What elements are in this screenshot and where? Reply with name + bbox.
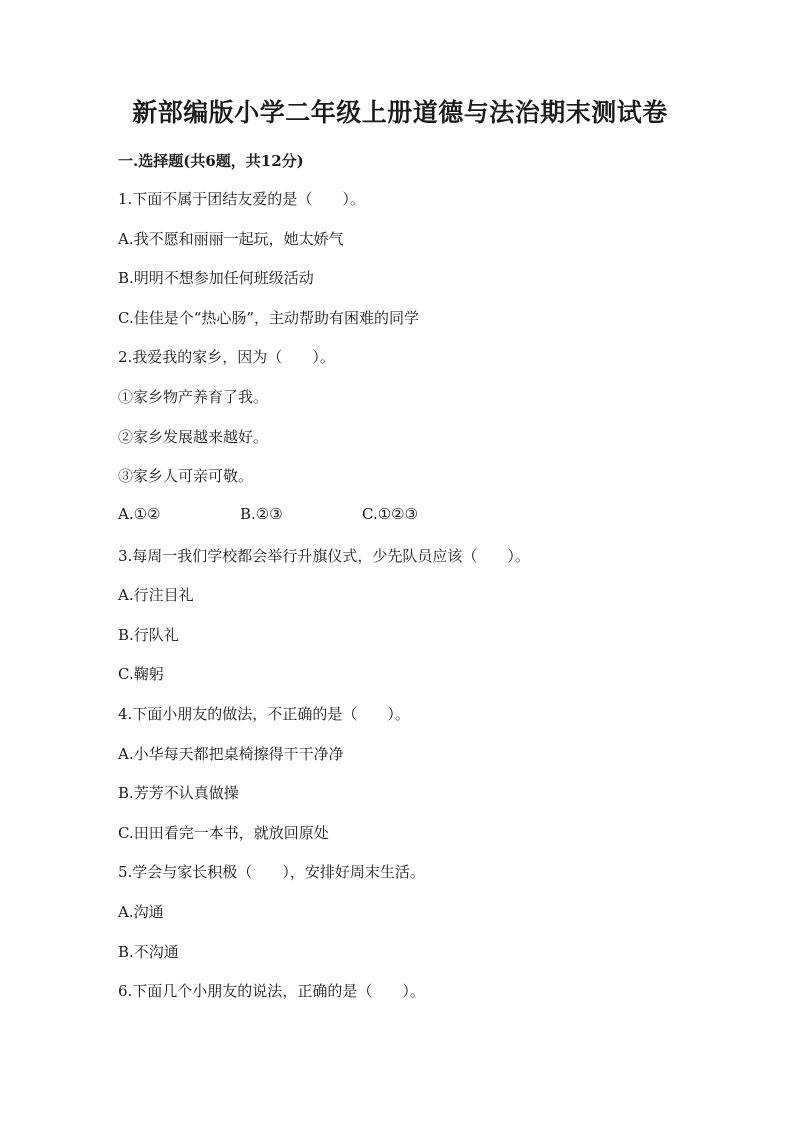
question-3-option-c: C.鞠躬 [118,665,164,683]
question-1-option-c: C.佳佳是个“热心肠”，主动帮助有困难的同学 [118,309,420,327]
question-4-option-b: B.芳芳不认真做操 [118,784,239,802]
question-4-option-c: C.田田看完一本书，就放回原处 [118,824,329,842]
question-4-option-a: A.小华每天都把桌椅擦得干干净净 [118,745,344,763]
question-2-statement-1: ①家乡物产养育了我。 [118,388,269,406]
question-3-option-a: A.行注目礼 [118,586,194,604]
page-title: 新部编版小学二年级上册道德与法治期末测试卷 [132,98,668,127]
question-5-option-b: B.不沟通 [118,943,179,961]
question-1-option-b: B.明明不想参加任何班级活动 [118,269,314,287]
question-2-option-a: A.①② [118,505,161,523]
question-1-stem: 1.下面不属于团结友爱的是（ ）。 [118,190,365,208]
question-3-option-b: B.行队礼 [118,626,179,644]
question-3-stem: 3.每周一我们学校都会举行升旗仪式，少先队员应该（ ）。 [118,547,530,565]
section-heading: 一.选择题(共6题，共12分) [118,152,304,170]
question-4-stem: 4.下面小朋友的做法，不正确的是（ ）。 [118,705,410,723]
question-5-option-a: A.沟通 [118,903,164,921]
question-2-option-b: B.②③ [240,505,283,523]
question-2-stem: 2.我爱我的家乡，因为（ ）。 [118,348,335,366]
question-1-option-a: A.我不愿和丽丽一起玩，她太娇气 [118,230,344,248]
question-2-option-c: C.①②③ [362,505,419,523]
question-5-stem: 5.学会与家长积极（ ），安排好周末生活。 [118,863,425,881]
question-2-statement-2: ②家乡发展越来越好。 [118,428,269,446]
question-6-stem: 6.下面几个小朋友的说法，正确的是（ ）。 [118,982,425,1000]
question-2-statement-3: ③家乡人可亲可敬。 [118,467,254,485]
